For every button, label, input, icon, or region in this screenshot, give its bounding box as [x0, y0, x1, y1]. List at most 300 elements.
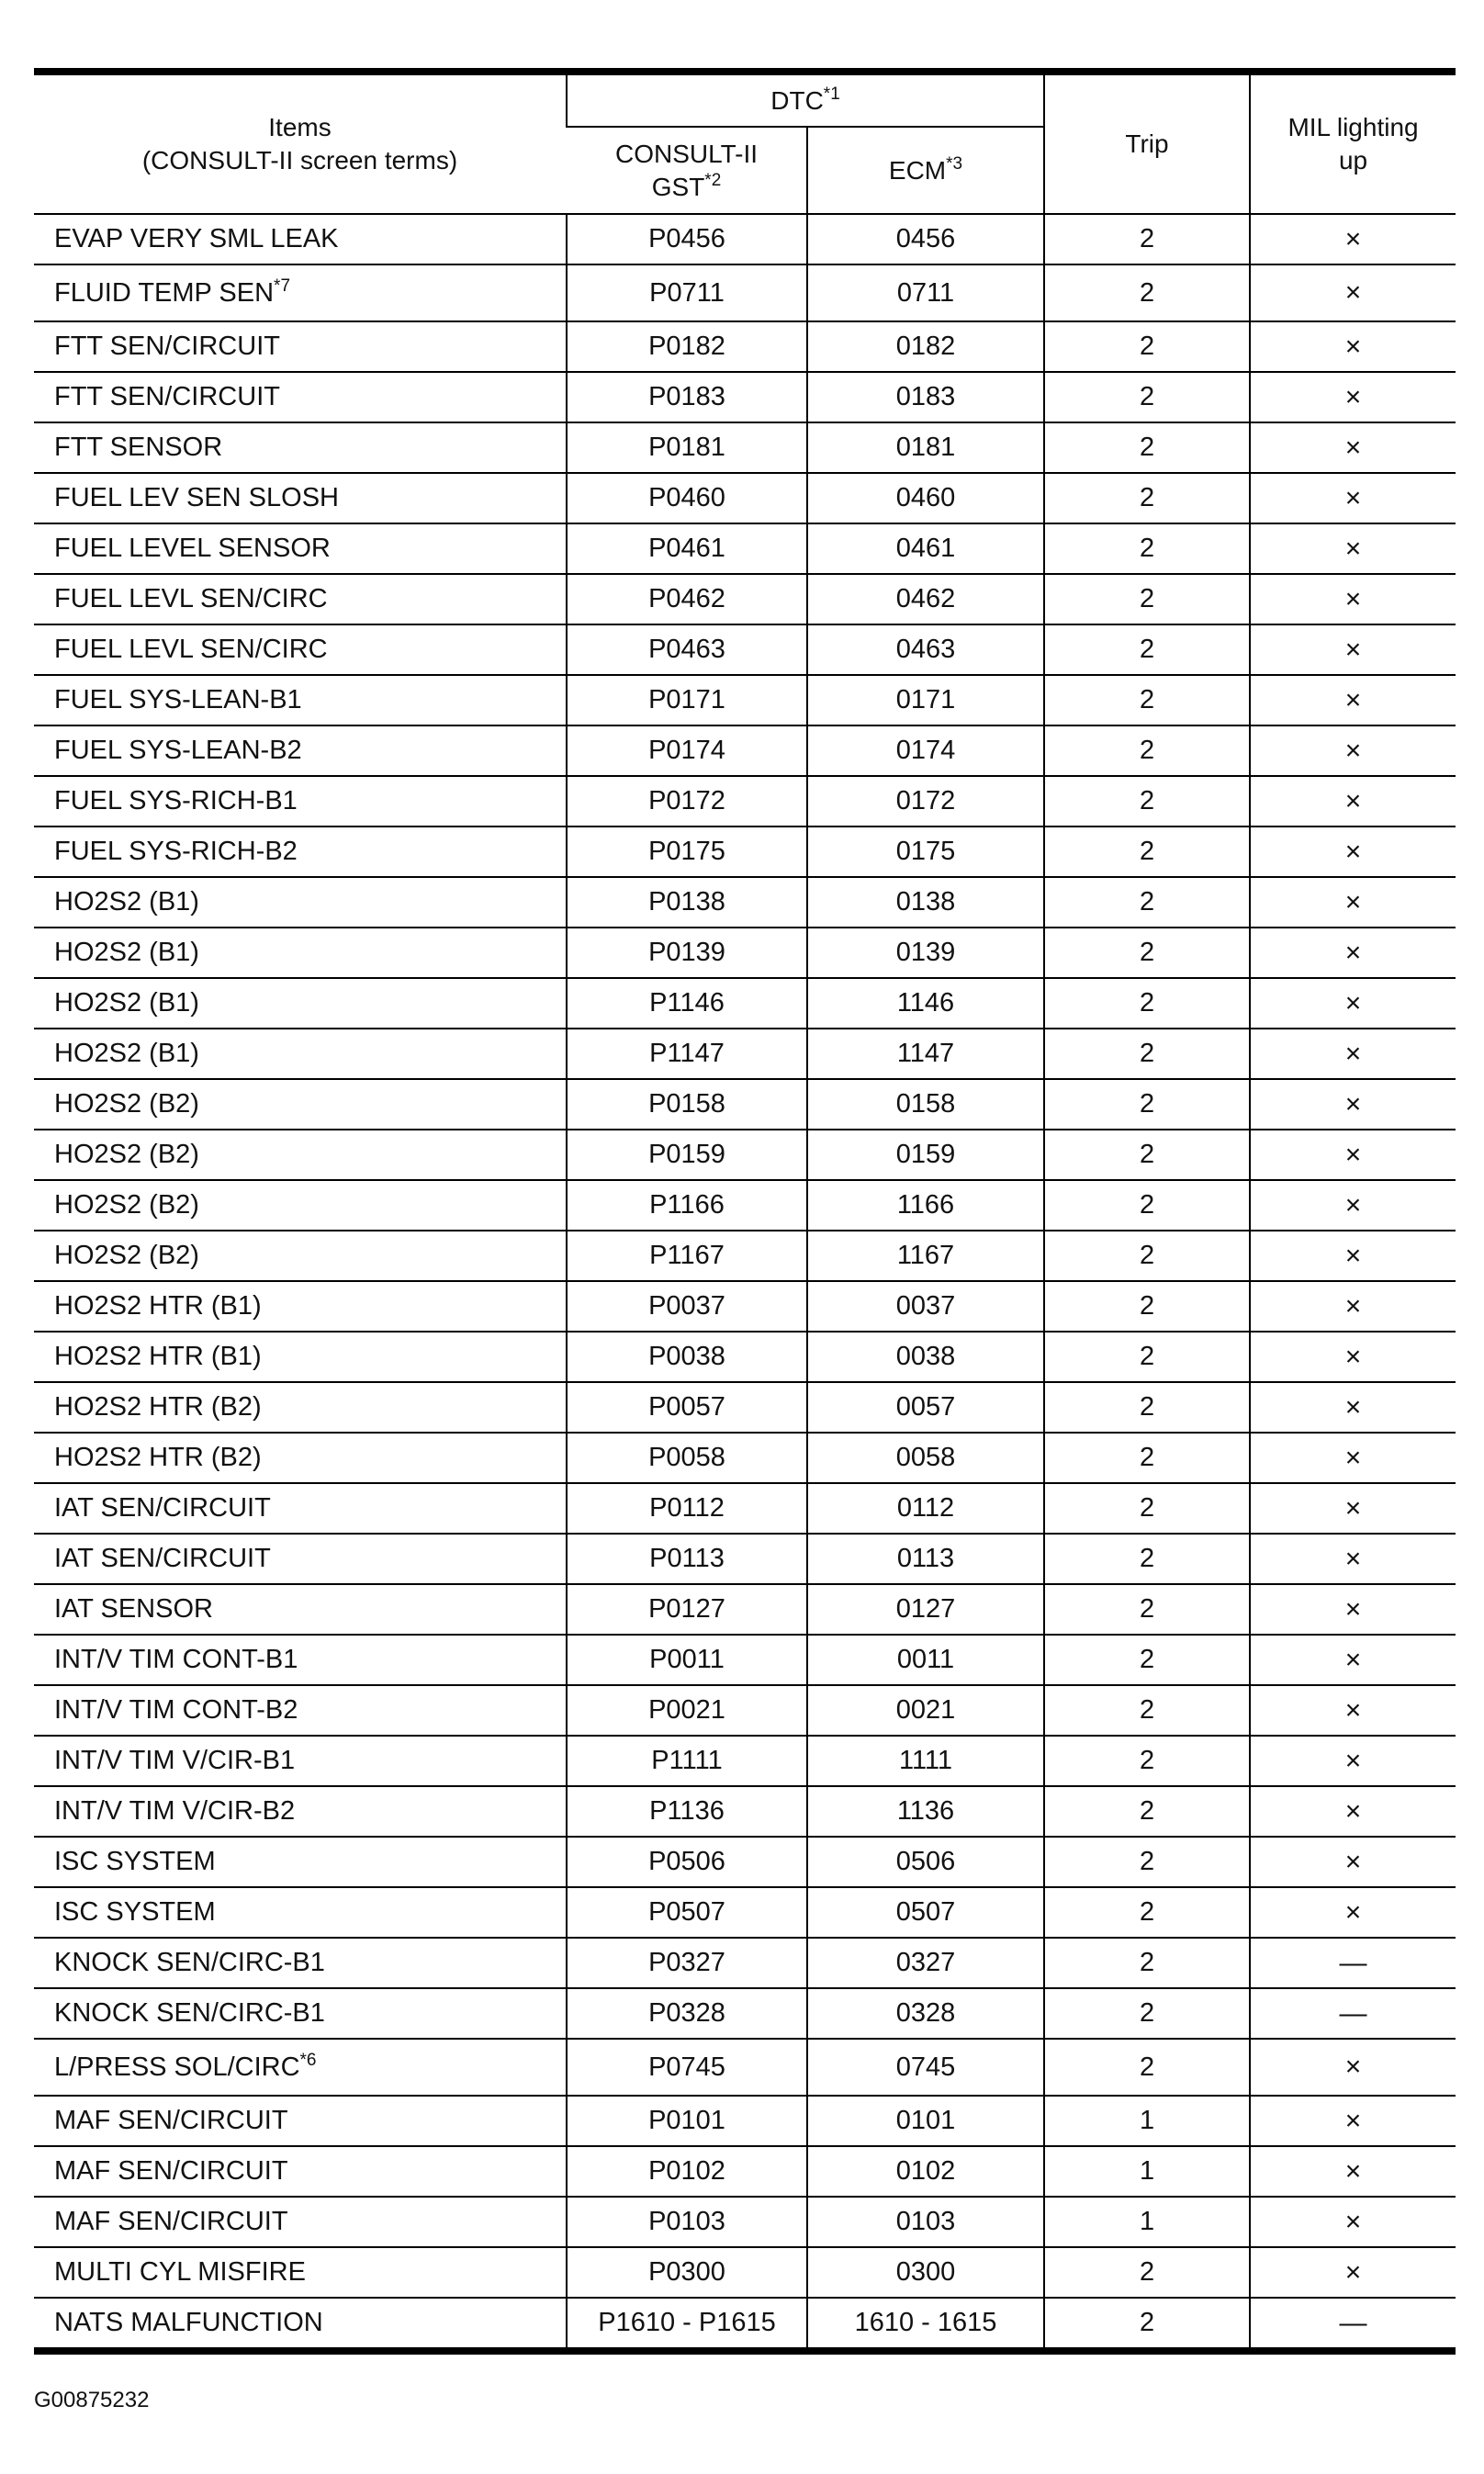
ecm-cell: 0327 — [807, 1938, 1044, 1988]
mil-cell: × — [1250, 1180, 1456, 1231]
ecm-cell: 0139 — [807, 928, 1044, 978]
table-row — [34, 1988, 1456, 2039]
ecm-cell: 0181 — [807, 422, 1044, 473]
mil-cell: × — [1250, 1130, 1456, 1180]
ecm-cell: 0158 — [807, 1079, 1044, 1130]
item-cell — [34, 1938, 567, 1988]
item-cell — [34, 1635, 567, 1685]
consult-header-footnote: *2 — [704, 170, 722, 190]
consult-header-line1: CONSULT-II — [614, 139, 759, 168]
table-row — [34, 2096, 1456, 2146]
table-row — [34, 1382, 1456, 1433]
item-cell — [34, 1029, 567, 1079]
item-label: FUEL SYS-LEAN-B2 — [54, 736, 302, 765]
ecm-cell: 0101 — [807, 2096, 1044, 2146]
consult-gst-header — [567, 127, 807, 214]
item-cell — [34, 2039, 567, 2096]
ecm-cell: 0159 — [807, 1130, 1044, 1180]
items-header — [34, 72, 567, 214]
item-label: FUEL SYS-LEAN-B1 — [54, 685, 302, 714]
consult-gst-cell: P0127 — [567, 1584, 807, 1635]
item-cell — [34, 2197, 567, 2247]
item-cell — [34, 1786, 567, 1837]
trip-cell: 2 — [1044, 675, 1250, 725]
dtc-table — [34, 68, 1456, 2355]
mil-cell: × — [1250, 2146, 1456, 2197]
trip-cell: 2 — [1044, 214, 1250, 264]
ecm-cell: 0171 — [807, 675, 1044, 725]
mil-cell: × — [1250, 1584, 1456, 1635]
table-row — [34, 1887, 1456, 1938]
item-label: HO2S2 (B1) — [54, 938, 199, 967]
consult-gst-cell: P0102 — [567, 2146, 807, 2197]
item-cell — [34, 2096, 567, 2146]
item-cell — [34, 725, 567, 776]
consult-gst-cell: P0506 — [567, 1837, 807, 1887]
item-label: INT/V TIM CONT-B2 — [54, 1695, 298, 1725]
ecm-cell: 0127 — [807, 1584, 1044, 1635]
table-row — [34, 1231, 1456, 1281]
ecm-cell: 0112 — [807, 1483, 1044, 1534]
item-cell — [34, 372, 567, 422]
table-row — [34, 574, 1456, 624]
trip-cell: 2 — [1044, 523, 1250, 574]
trip-cell: 2 — [1044, 2298, 1250, 2351]
ecm-cell: 0113 — [807, 1534, 1044, 1584]
trip-cell: 2 — [1044, 2247, 1250, 2298]
trip-cell: 2 — [1044, 1887, 1250, 1938]
item-label: ISC SYSTEM — [54, 1847, 216, 1876]
item-cell — [34, 877, 567, 928]
ecm-cell: 0138 — [807, 877, 1044, 928]
item-label: FUEL LEVL SEN/CIRC — [54, 635, 328, 664]
item-footnote: *7 — [274, 276, 291, 296]
item-label: FTT SEN/CIRCUIT — [54, 332, 280, 361]
item-cell — [34, 574, 567, 624]
item-cell — [34, 1685, 567, 1736]
item-label: IAT SEN/CIRCUIT — [54, 1544, 271, 1573]
trip-cell: 2 — [1044, 1332, 1250, 1382]
table-body — [34, 214, 1456, 2351]
item-label: IAT SENSOR — [54, 1594, 213, 1624]
table-row — [34, 675, 1456, 725]
item-cell — [34, 1079, 567, 1130]
trip-header: Trip — [1044, 72, 1250, 214]
consult-gst-cell: P0057 — [567, 1382, 807, 1433]
items-header-line2: (CONSULT-II screen terms) — [141, 146, 458, 174]
consult-gst-cell: P0139 — [567, 928, 807, 978]
ecm-cell: 0057 — [807, 1382, 1044, 1433]
mil-cell: × — [1250, 624, 1456, 675]
consult-gst-cell: P1136 — [567, 1786, 807, 1837]
mil-cell: × — [1250, 1433, 1456, 1483]
consult-gst-cell: P0328 — [567, 1988, 807, 2039]
consult-gst-cell: P0172 — [567, 776, 807, 827]
mil-cell: — — [1250, 1938, 1456, 1988]
consult-gst-cell: P0112 — [567, 1483, 807, 1534]
item-label: HO2S2 (B1) — [54, 1039, 199, 1068]
consult-gst-cell: P0037 — [567, 1281, 807, 1332]
trip-cell: 2 — [1044, 372, 1250, 422]
dtc-header — [567, 72, 1044, 127]
mil-cell: — — [1250, 2298, 1456, 2351]
mil-cell: × — [1250, 422, 1456, 473]
item-cell — [34, 827, 567, 877]
trip-cell: 2 — [1044, 321, 1250, 372]
item-label: FTT SEN/CIRCUIT — [54, 382, 280, 411]
consult-gst-cell: P0011 — [567, 1635, 807, 1685]
table-row — [34, 1736, 1456, 1786]
mil-cell: × — [1250, 214, 1456, 264]
item-label: INT/V TIM CONT-B1 — [54, 1645, 298, 1674]
ecm-cell: 0172 — [807, 776, 1044, 827]
document-id: G00875232 — [34, 2388, 150, 2412]
mil-header — [1250, 72, 1456, 214]
ecm-header — [807, 127, 1044, 214]
ecm-cell: 0506 — [807, 1837, 1044, 1887]
ecm-cell: 0103 — [807, 2197, 1044, 2247]
trip-cell: 2 — [1044, 1483, 1250, 1534]
ecm-header-footnote: *3 — [946, 153, 963, 174]
trip-cell: 2 — [1044, 2039, 1250, 2096]
ecm-cell: 1167 — [807, 1231, 1044, 1281]
table-row — [34, 372, 1456, 422]
trip-cell: 2 — [1044, 978, 1250, 1029]
table-row — [34, 877, 1456, 928]
table-row — [34, 422, 1456, 473]
table-row — [34, 827, 1456, 877]
item-label: HO2S2 (B2) — [54, 1190, 199, 1220]
trip-cell: 2 — [1044, 1685, 1250, 1736]
item-label: HO2S2 HTR (B1) — [54, 1291, 262, 1321]
item-label: FTT SENSOR — [54, 433, 223, 462]
item-label: KNOCK SEN/CIRC-B1 — [54, 1948, 325, 1977]
trip-cell: 2 — [1044, 1584, 1250, 1635]
ecm-cell: 0182 — [807, 321, 1044, 372]
item-cell — [34, 1382, 567, 1433]
item-label: FUEL SYS-RICH-B2 — [54, 837, 298, 866]
table-row — [34, 2039, 1456, 2096]
item-label: KNOCK SEN/CIRC-B1 — [54, 1998, 325, 2028]
mil-cell: × — [1250, 1332, 1456, 1382]
consult-gst-cell: P0181 — [567, 422, 807, 473]
mil-cell: × — [1250, 1079, 1456, 1130]
table-row — [34, 1029, 1456, 1079]
trip-cell: 2 — [1044, 1382, 1250, 1433]
item-label: HO2S2 (B2) — [54, 1140, 199, 1169]
item-cell — [34, 1584, 567, 1635]
table-row — [34, 1837, 1456, 1887]
consult-gst-cell: P0158 — [567, 1079, 807, 1130]
ecm-cell: 0183 — [807, 372, 1044, 422]
item-label: EVAP VERY SML LEAK — [54, 224, 339, 253]
consult-gst-cell: P0174 — [567, 725, 807, 776]
item-cell — [34, 928, 567, 978]
ecm-cell: 1136 — [807, 1786, 1044, 1837]
consult-gst-cell: P1610 - P1615 — [567, 2298, 807, 2351]
table-row — [34, 1938, 1456, 1988]
trip-cell: 2 — [1044, 776, 1250, 827]
consult-gst-cell: P0113 — [567, 1534, 807, 1584]
item-cell — [34, 1332, 567, 1382]
mil-cell: × — [1250, 928, 1456, 978]
item-label: HO2S2 (B1) — [54, 887, 199, 917]
consult-gst-cell: P0138 — [567, 877, 807, 928]
item-label: FLUID TEMP SEN — [54, 277, 275, 308]
mil-cell: × — [1250, 523, 1456, 574]
table-row — [34, 321, 1456, 372]
consult-gst-cell: P0461 — [567, 523, 807, 574]
trip-cell: 2 — [1044, 1231, 1250, 1281]
consult-gst-cell: P0507 — [567, 1887, 807, 1938]
table-row — [34, 2197, 1456, 2247]
mil-cell: × — [1250, 1029, 1456, 1079]
dtc-header-footnote: *1 — [823, 84, 840, 104]
table-row — [34, 1584, 1456, 1635]
ecm-cell: 0711 — [807, 264, 1044, 321]
table-row — [34, 2146, 1456, 2197]
mil-cell: × — [1250, 2096, 1456, 2146]
mil-cell: × — [1250, 725, 1456, 776]
consult-gst-cell: P1166 — [567, 1180, 807, 1231]
trip-cell: 2 — [1044, 1534, 1250, 1584]
item-cell — [34, 1433, 567, 1483]
item-label: FUEL LEV SEN SLOSH — [54, 483, 339, 512]
ecm-cell: 1147 — [807, 1029, 1044, 1079]
item-cell — [34, 523, 567, 574]
trip-cell: 2 — [1044, 1281, 1250, 1332]
mil-cell: × — [1250, 776, 1456, 827]
item-cell — [34, 1988, 567, 2039]
table-row — [34, 1180, 1456, 1231]
mil-cell: × — [1250, 675, 1456, 725]
trip-cell: 2 — [1044, 877, 1250, 928]
mil-cell: × — [1250, 1786, 1456, 1837]
item-cell — [34, 1130, 567, 1180]
item-cell — [34, 1281, 567, 1332]
table-row — [34, 473, 1456, 523]
ecm-cell: 0456 — [807, 214, 1044, 264]
item-cell — [34, 675, 567, 725]
ecm-cell: 0021 — [807, 1685, 1044, 1736]
table-row — [34, 1079, 1456, 1130]
item-cell — [34, 776, 567, 827]
consult-gst-cell: P0175 — [567, 827, 807, 877]
consult-gst-cell: P0463 — [567, 624, 807, 675]
table-row — [34, 1534, 1456, 1584]
table-row — [34, 1130, 1456, 1180]
item-cell — [34, 1180, 567, 1231]
table-row — [34, 1483, 1456, 1534]
trip-cell: 2 — [1044, 1130, 1250, 1180]
item-cell — [34, 624, 567, 675]
item-label: MAF SEN/CIRCUIT — [54, 2156, 288, 2186]
consult-gst-cell: P1147 — [567, 1029, 807, 1079]
consult-gst-cell: P0711 — [567, 264, 807, 321]
table-row — [34, 1786, 1456, 1837]
mil-cell: × — [1250, 1685, 1456, 1736]
item-cell — [34, 422, 567, 473]
trip-cell: 2 — [1044, 624, 1250, 675]
item-cell — [34, 264, 567, 321]
mil-cell: × — [1250, 1736, 1456, 1786]
item-label: HO2S2 HTR (B2) — [54, 1443, 262, 1472]
table-row — [34, 1635, 1456, 1685]
table-row — [34, 1433, 1456, 1483]
item-cell — [34, 214, 567, 264]
consult-gst-cell: P0460 — [567, 473, 807, 523]
trip-cell: 2 — [1044, 1988, 1250, 2039]
mil-cell: × — [1250, 877, 1456, 928]
item-label: FUEL LEVEL SENSOR — [54, 534, 331, 563]
table-row — [34, 214, 1456, 264]
table-row — [34, 2298, 1456, 2351]
trip-cell: 2 — [1044, 1079, 1250, 1130]
item-cell — [34, 1483, 567, 1534]
ecm-cell: 1610 - 1615 — [807, 2298, 1044, 2351]
item-label: FUEL LEVL SEN/CIRC — [54, 584, 328, 613]
ecm-cell: 0328 — [807, 1988, 1044, 2039]
trip-cell: 1 — [1044, 2096, 1250, 2146]
item-cell — [34, 2247, 567, 2298]
item-cell — [34, 1837, 567, 1887]
table-row — [34, 1685, 1456, 1736]
mil-cell: × — [1250, 2197, 1456, 2247]
mil-cell: × — [1250, 264, 1456, 321]
item-cell — [34, 978, 567, 1029]
trip-cell: 2 — [1044, 473, 1250, 523]
item-label: MAF SEN/CIRCUIT — [54, 2106, 288, 2135]
consult-gst-cell: P0171 — [567, 675, 807, 725]
mil-cell: × — [1250, 827, 1456, 877]
ecm-header-label: ECM — [888, 155, 947, 185]
ecm-cell: 1111 — [807, 1736, 1044, 1786]
trip-cell: 2 — [1044, 928, 1250, 978]
mil-cell: × — [1250, 1231, 1456, 1281]
mil-cell: × — [1250, 1635, 1456, 1685]
mil-cell: × — [1250, 321, 1456, 372]
item-label: HO2S2 (B2) — [54, 1089, 199, 1119]
trip-cell: 2 — [1044, 827, 1250, 877]
ecm-cell: 0460 — [807, 473, 1044, 523]
mil-cell: × — [1250, 574, 1456, 624]
item-cell — [34, 1534, 567, 1584]
item-label: HO2S2 HTR (B2) — [54, 1392, 262, 1422]
consult-gst-cell: P0456 — [567, 214, 807, 264]
mil-cell: × — [1250, 1382, 1456, 1433]
consult-gst-cell: P0159 — [567, 1130, 807, 1180]
mil-cell: × — [1250, 2039, 1456, 2096]
item-label: NATS MALFUNCTION — [54, 2308, 323, 2337]
dtc-header-label: DTC — [770, 85, 824, 115]
item-cell — [34, 1887, 567, 1938]
trip-cell: 2 — [1044, 1029, 1250, 1079]
ecm-cell: 0745 — [807, 2039, 1044, 2096]
trip-cell: 2 — [1044, 1635, 1250, 1685]
trip-cell: 1 — [1044, 2197, 1250, 2247]
table-row — [34, 725, 1456, 776]
item-label: HO2S2 (B1) — [54, 988, 199, 1018]
mil-header-line2: up — [1338, 146, 1368, 174]
item-cell — [34, 321, 567, 372]
ecm-cell: 1166 — [807, 1180, 1044, 1231]
trip-cell: 2 — [1044, 1433, 1250, 1483]
table-header — [34, 72, 1456, 214]
item-cell — [34, 473, 567, 523]
table-row — [34, 523, 1456, 574]
consult-gst-cell: P0327 — [567, 1938, 807, 1988]
table-row — [34, 2247, 1456, 2298]
ecm-cell: 0461 — [807, 523, 1044, 574]
consult-gst-cell: P0021 — [567, 1685, 807, 1736]
ecm-cell: 0175 — [807, 827, 1044, 877]
item-label: HO2S2 (B2) — [54, 1241, 199, 1270]
ecm-cell: 0300 — [807, 2247, 1044, 2298]
table-row — [34, 1281, 1456, 1332]
consult-gst-cell: P0101 — [567, 2096, 807, 2146]
trip-cell: 2 — [1044, 1837, 1250, 1887]
table-row — [34, 1332, 1456, 1382]
ecm-cell: 0462 — [807, 574, 1044, 624]
table-row — [34, 776, 1456, 827]
trip-cell: 2 — [1044, 422, 1250, 473]
consult-gst-cell: P1111 — [567, 1736, 807, 1786]
item-label: HO2S2 HTR (B1) — [54, 1342, 262, 1371]
item-label: INT/V TIM V/CIR-B2 — [54, 1796, 296, 1826]
item-label: MULTI CYL MISFIRE — [54, 2257, 306, 2287]
ecm-cell: 0011 — [807, 1635, 1044, 1685]
table-row — [34, 624, 1456, 675]
consult-gst-cell: P0038 — [567, 1332, 807, 1382]
trip-cell: 2 — [1044, 1736, 1250, 1786]
item-label: INT/V TIM V/CIR-B1 — [54, 1746, 296, 1775]
consult-gst-cell: P0103 — [567, 2197, 807, 2247]
consult-gst-cell: P1146 — [567, 978, 807, 1029]
consult-gst-cell: P0300 — [567, 2247, 807, 2298]
ecm-cell: 0463 — [807, 624, 1044, 675]
item-cell — [34, 2298, 567, 2351]
mil-cell: × — [1250, 372, 1456, 422]
mil-cell: × — [1250, 1534, 1456, 1584]
ecm-cell: 0058 — [807, 1433, 1044, 1483]
table-row — [34, 978, 1456, 1029]
trip-cell: 2 — [1044, 1786, 1250, 1837]
ecm-cell: 0037 — [807, 1281, 1044, 1332]
consult-gst-cell: P0462 — [567, 574, 807, 624]
item-label: MAF SEN/CIRCUIT — [54, 2207, 288, 2236]
mil-cell: × — [1250, 1837, 1456, 1887]
consult-gst-cell: P1167 — [567, 1231, 807, 1281]
ecm-cell: 0507 — [807, 1887, 1044, 1938]
trip-cell: 2 — [1044, 1180, 1250, 1231]
mil-cell: × — [1250, 978, 1456, 1029]
items-header-line1: Items — [268, 113, 332, 141]
item-cell — [34, 2146, 567, 2197]
item-label: FUEL SYS-RICH-B1 — [54, 786, 298, 815]
ecm-cell: 0174 — [807, 725, 1044, 776]
trip-cell: 1 — [1044, 2146, 1250, 2197]
table-row — [34, 264, 1456, 321]
item-label: IAT SEN/CIRCUIT — [54, 1493, 271, 1523]
ecm-cell: 0038 — [807, 1332, 1044, 1382]
consult-gst-cell: P0058 — [567, 1433, 807, 1483]
item-footnote: *6 — [299, 2050, 317, 2070]
item-label: ISC SYSTEM — [54, 1897, 216, 1927]
ecm-cell: 1146 — [807, 978, 1044, 1029]
consult-header-line2: GST — [651, 172, 705, 201]
mil-cell: — — [1250, 1988, 1456, 2039]
mil-cell: × — [1250, 1281, 1456, 1332]
